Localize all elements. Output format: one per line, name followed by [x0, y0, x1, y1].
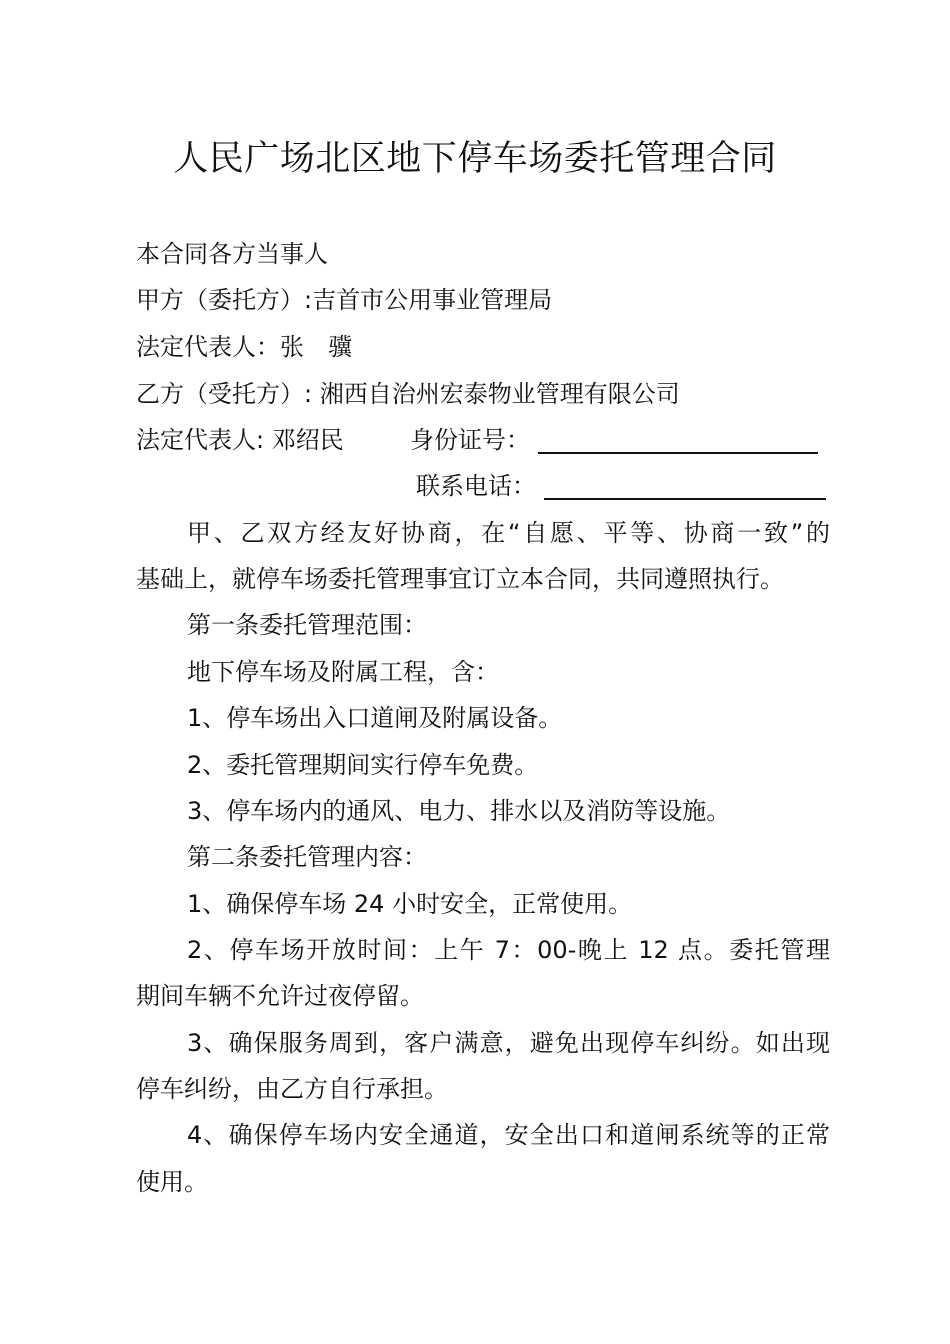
party-a-line: 甲方（委托方）:吉首市公用事业管理局	[136, 286, 553, 314]
preamble-line-1: 甲、乙双方经友好协商，在“自愿、平等、协商一致”的	[187, 519, 830, 547]
article-1-intro: 地下停车场及附属工程，含：	[187, 658, 499, 686]
article-2-item-3-line-2: 停车纠纷，由乙方自行承担。	[136, 1075, 448, 1103]
article-2-heading: 第二条委托管理内容：	[187, 843, 427, 871]
article-2-item-3-line-1: 3、确保服务周到，客户满意，避免出现停车纠纷。如出现	[187, 1029, 830, 1057]
party-b-line: 乙方（受托方）: 湘西自治州宏泰物业管理有限公司	[136, 380, 680, 408]
party-a-representative: 法定代表人：张 骥	[136, 333, 352, 361]
article-1-item: 3、停车场内的通风、电力、排水以及消防等设施。	[187, 797, 731, 825]
phone-label: 联系电话：	[416, 472, 536, 500]
article-2-item-2-line-2: 期间车辆不允许过夜停留。	[136, 982, 424, 1010]
preamble-line-2: 基础上，就停车场委托管理事宜订立本合同，共同遵照执行。	[136, 565, 784, 593]
party-b-representative: 法定代表人: 邓绍民	[136, 426, 344, 454]
article-1-item: 2、委托管理期间实行停车免费。	[187, 751, 539, 779]
document-title: 人民广场北区地下停车场委托管理合同	[173, 139, 777, 179]
phone-blank	[544, 498, 826, 500]
article-2-item-2-line-1: 2、停车场开放时间：上午 7：00-晚上 12 点。委托管理	[187, 936, 830, 964]
id-number-label: 身份证号：	[410, 426, 530, 454]
parties-heading: 本合同各方当事人	[136, 240, 328, 268]
article-2-item-4-line-2: 使用。	[136, 1168, 208, 1196]
article-2-item-4-line-1: 4、确保停车场内安全通道，安全出口和道闸系统等的正常	[187, 1121, 830, 1149]
id-number-blank	[538, 452, 818, 454]
article-1-heading: 第一条委托管理范围：	[187, 611, 427, 639]
article-1-item: 1、停车场出入口道闸及附属设备。	[187, 704, 563, 732]
article-2-item-1: 1、确保停车场 24 小时安全，正常使用。	[187, 890, 633, 918]
